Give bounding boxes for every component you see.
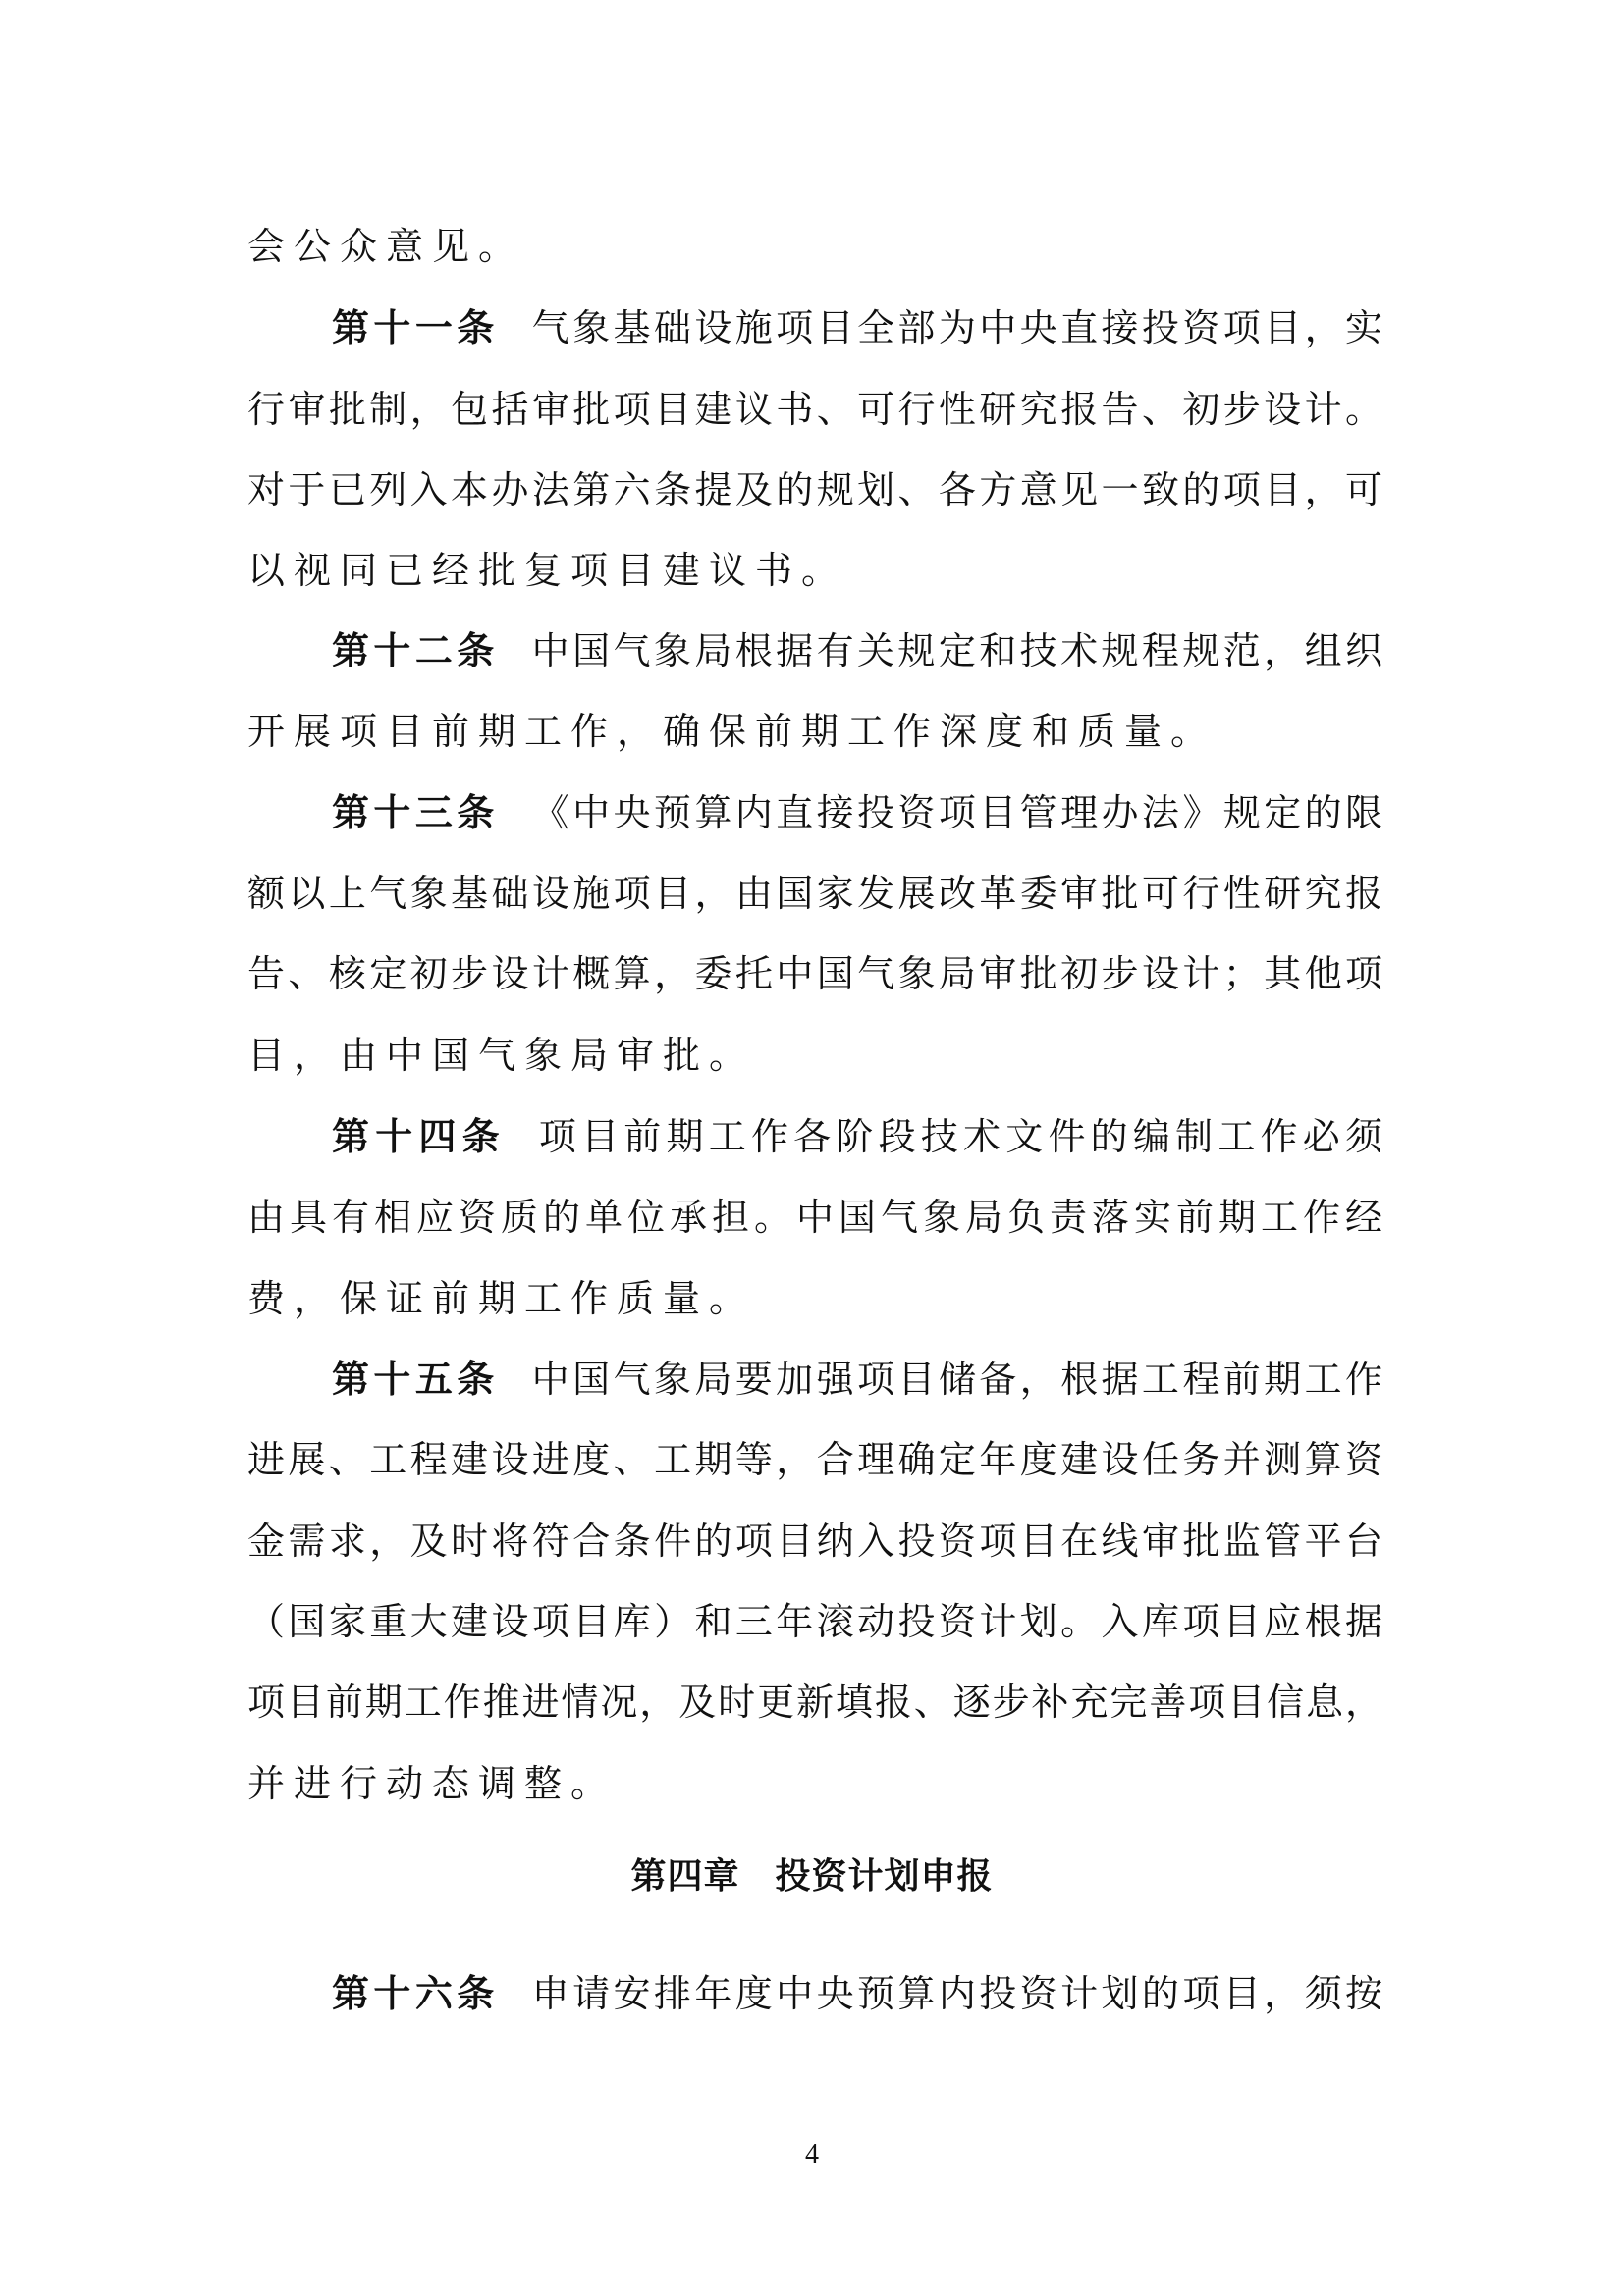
article-15-line [332, 1355, 1382, 1404]
article-11-line [332, 303, 1382, 352]
paragraph-line: 告、核定初步设计概算，委托中国气象局审批初步设计；其他项 [247, 952, 1382, 995]
article-label: 第十三条 [332, 791, 499, 834]
paragraph-line [247, 222, 1382, 271]
paragraph-line: 额以上气象基础设施项目，由国家发展改革委审批可行性研究报 [247, 872, 1382, 915]
chapter-title: 投资计划申报 [775, 1856, 994, 1896]
article-label: 第十六条 [332, 1972, 499, 2015]
article-label: 第十五条 [332, 1358, 499, 1401]
article-14-line [332, 1112, 1382, 1161]
article-13-line [332, 788, 1382, 837]
article-12-line [332, 626, 1382, 675]
paragraph-line: 由具有相应资质的单位承担。中国气象局负责落实前期工作经 [247, 1196, 1382, 1239]
paragraph-line: 目，由中国气象局审批。 [247, 1034, 756, 1077]
line-text: 会公众意见。 [247, 225, 525, 268]
article-label: 第十二条 [332, 629, 499, 672]
paragraph-line: 并进行动态调整。 [247, 1762, 618, 1805]
paragraph-line: 进展、工程建设进度、工期等，合理确定年度建设任务并测算资 [247, 1438, 1382, 1481]
paragraph-line: 对于已列入本办法第六条提及的规划、各方意见一致的项目，可 [247, 468, 1382, 511]
paragraph-line: 开展项目前期工作，确保前期工作深度和质量。 [247, 710, 1218, 753]
paragraph-line: 金需求，及时将符合条件的项目纳入投资项目在线审批监管平台 [247, 1520, 1382, 1563]
article-label: 第十一条 [332, 306, 499, 349]
line-text: 中国气象局要加强项目储备，根据工程前期工作 [531, 1358, 1382, 1401]
paragraph-line: 项目前期工作推进情况，及时更新填报、逐步补充完善项目信息， [247, 1681, 1382, 1724]
chapter-heading [0, 1857, 1624, 1896]
line-text: 《中央预算内直接投资项目管理办法》规定的限 [531, 791, 1382, 834]
article-label: 第十四条 [332, 1115, 506, 1158]
paragraph-line: 行审批制，包括审批项目建议书、可行性研究报告、初步设计。 [247, 388, 1382, 431]
line-text: 申请安排年度中央预算内投资计划的项目，须按 [531, 1972, 1382, 2015]
line-text: 中国气象局根据有关规定和技术规程规范，组织 [531, 629, 1382, 672]
chapter-number: 第四章 [630, 1856, 740, 1896]
line-text: 项目前期工作各阶段技术文件的编制工作必须 [538, 1115, 1382, 1158]
article-16-line [332, 1969, 1382, 2018]
line-text: 气象基础设施项目全部为中央直接投资项目，实 [531, 306, 1382, 349]
paragraph-line: （国家重大建设项目库）和三年滚动投资计划。入库项目应根据 [247, 1600, 1382, 1643]
paragraph-line: 费，保证前期工作质量。 [247, 1277, 756, 1320]
page-number: 4 [805, 2139, 819, 2169]
paragraph-line: 以视同已经批复项目建议书。 [247, 549, 848, 592]
